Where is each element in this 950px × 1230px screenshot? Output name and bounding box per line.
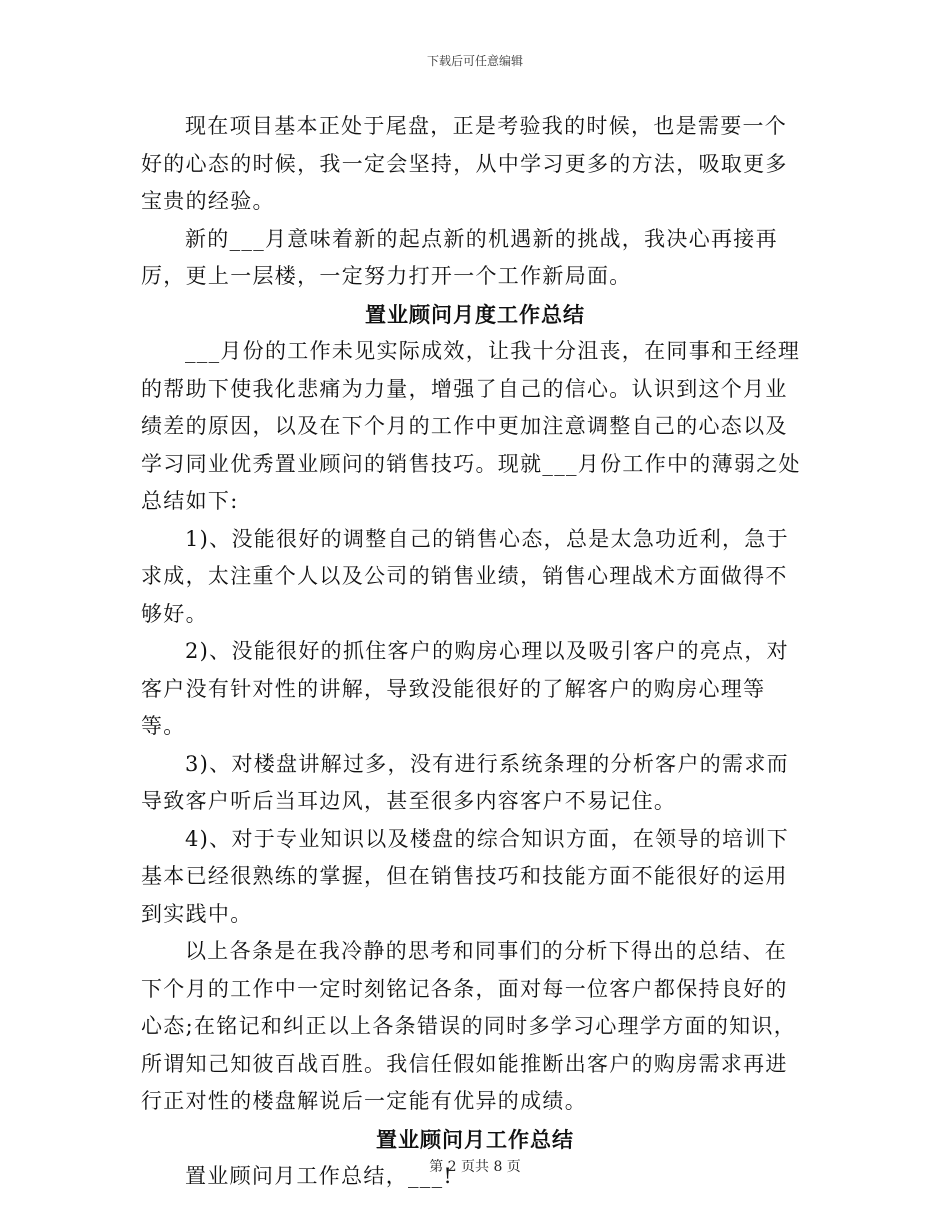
paragraph: 新的___月意味着新的起点新的机遇新的挑战，我决心再接再厉，更上一层楼，一定努力打开一个工作新局面。 bbox=[141, 226, 778, 288]
section-heading: 置业顾问月工作总结 bbox=[376, 1126, 574, 1152]
page-header: 下载后可任意编辑 bbox=[426, 54, 523, 68]
page-footer: 第 2 页共 8 页 bbox=[429, 1159, 521, 1175]
paragraph: 以上各条是在我冷静的思考和同事们的分析下得出的总结、在下个月的工作中一定时刻铭记各条，面对每一位客户都保持良好的心态;在铭记和纠正以上各条错误的同时多学习心理学方面的知识，所谓知己知彼百战百胜。我信任假如能推断出客户的购房需求再进行正对性的楼盘解说后一定能有优异的成绩。 bbox=[141, 939, 797, 1113]
paragraph: 现在项目基本正处于尾盘，正是考验我的时候，也是需要一个好的心态的时候，我一定会坚持，从中学习更多的方法，吸取更多宝贵的经验。 bbox=[141, 114, 788, 213]
list-item: 3)、对楼盘讲解过多，没有进行系统条理的分析客户的需求而导致客户听后当耳边风，甚至很多内容客户不易记住。 bbox=[141, 751, 789, 813]
section-heading: 置业顾问月度工作总结 bbox=[365, 301, 585, 327]
list-item: 2)、没能很好的抓住客户的购房心理以及吸引客户的亮点，对客户没有针对性的讲解，导致没能很好的了解客户的购房心理等等。 bbox=[141, 639, 789, 738]
list-item: 1)、没能很好的调整自己的销售心态，总是太急功近利，急于求成，太注重个人以及公司的销售业绩，销售心理战术方面做得不够好。 bbox=[141, 526, 789, 626]
document-body bbox=[141, 108, 809, 1196]
paragraph: 置业顾问月工作总结，___! bbox=[185, 1164, 454, 1188]
paragraph: ___月份的工作未见实际成效，让我十分沮丧，在同事和王经理的帮助下使我化悲痛为力量，增强了自己的信心。认识到这个月业绩差的原因，以及在下个月的工作中更加注意调整自己的心态以及学习同业优秀置业顾问的销售技巧。现就___月份工作中的薄弱之处总结如下: bbox=[141, 339, 801, 513]
list-item: 4)、对于专业知识以及楼盘的综合知识方面，在领导的培训下基本已经很熟练的掌握，但在销售技巧和技能方面不能很好的运用到实践中。 bbox=[141, 826, 789, 926]
